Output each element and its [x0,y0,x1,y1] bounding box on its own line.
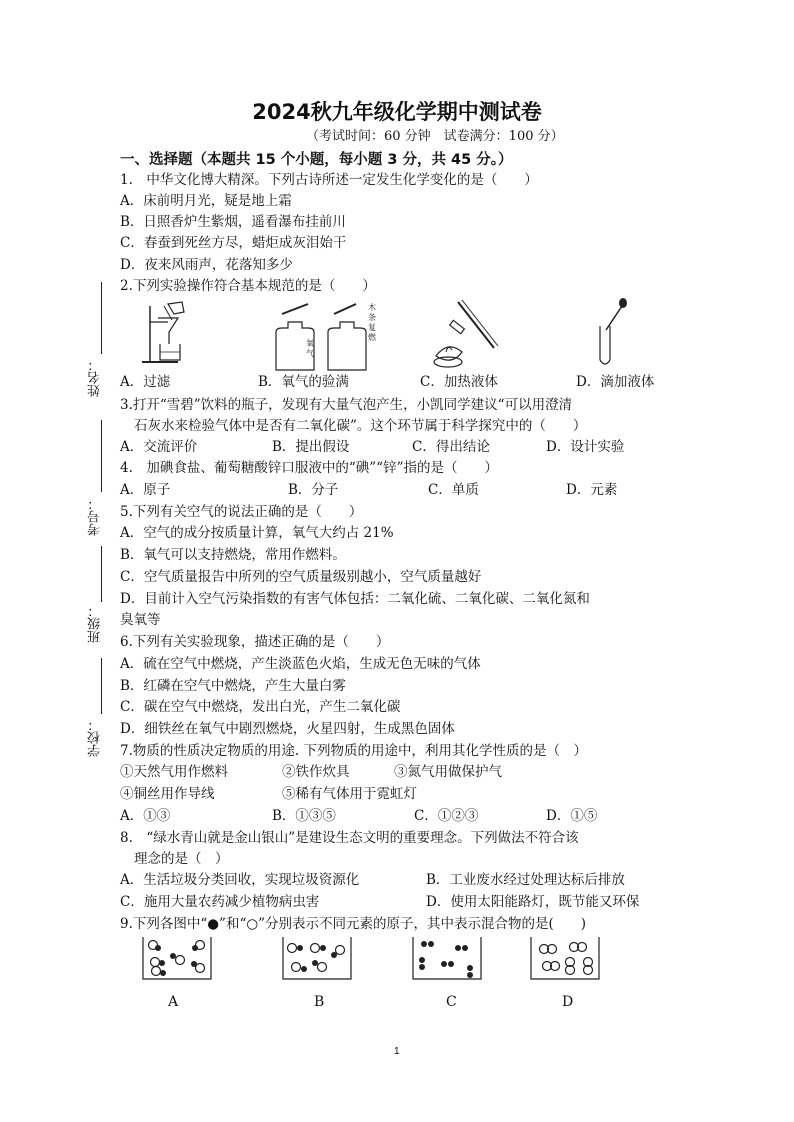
q3-option-d: D．设计实验 [546,439,625,455]
q5-option-d-1: D．目前计入空气污染指数的有害气体包括：二氧化硫、二氧化碳、二氧化氮和 [120,591,590,607]
page-number: 1 [394,1046,400,1057]
svg-text:复: 复 [368,323,376,332]
q8-stem-1: 8. “绿水青山就是金山银山”是建设生态文明的重要理念。下列做法不符合该 [120,830,579,846]
q9-label-a: A [168,994,179,1010]
q9-figure-c [412,936,482,980]
q4-option-c: C．单质 [428,482,479,498]
q8-option-a: A．生活垃圾分类回收，实现垃圾资源化 [120,872,360,888]
q6-option-a: A．硫在空气中燃烧，产生淡蓝色火焰，生成无色无味的气体 [120,656,481,672]
filtration-figure [138,300,188,366]
side-label-name: 姓名： [88,358,103,397]
q7-use-3: ③氮气用做保护气 [394,764,502,780]
q5-option-a: A．空气的成分按质量计算，氧气大约占 21% [120,525,394,541]
q6-option-c: C．碳在空气中燃烧，发出白光，产生二氧化碳 [120,699,401,715]
svg-text:氧: 氧 [306,339,314,348]
q2-option-a: A．过滤 [120,374,171,390]
side-line-name [101,282,102,354]
q4-stem: 4. 加碘食盐、葡萄糖酸锌口服液中的“碘”“锌”指的是（ ） [120,460,498,476]
q9-stem: 9.下列各图中“●”和“○”分别表示不同元素的原子，其中表示混合物的是( ) [120,916,587,932]
q2-stem: 2.下列实验操作符合基本规范的是（ ） [120,278,376,294]
q7-use-2: ②铁作炊具 [282,764,350,780]
q4-option-d: D．元素 [566,482,618,498]
q7-use-1: ①天然气用作燃料 [120,764,228,780]
q1-stem: 1. 中华文化博大精深。下列古诗所述一定发生化学变化的是（ ） [120,172,538,188]
q7-use-4: ④铜丝用作导线 [120,786,215,802]
q9-figure-d [530,936,600,980]
q1-option-d: D．夜来风雨声，花落知多少 [120,257,293,273]
q5-option-d-2: 臭氧等 [120,612,161,628]
side-label-number: 考号： [88,497,103,536]
page-subtitle: （考试时间：60 分钟 试卷满分：100 分） [306,129,564,144]
q9-figure-b [282,936,352,980]
oxygen-test-figure [268,300,380,372]
page-title: 2024秋九年级化学期中测试卷 [252,100,542,124]
q1-option-b: B．日照香炉生紫烟，遥看瀑布挂前川 [120,214,346,230]
q4-option-b: B．分子 [288,482,339,498]
heating-liquid-figure [428,296,500,372]
q3-stem-1: 3.打开“雪碧”饮料的瓶子，发现有大量气泡产生，小凯同学建议“可以用澄清 [120,397,573,413]
side-line-school [101,658,102,714]
q3-option-a: A．交流评价 [120,439,198,455]
q2-option-b: B．氧气的验满 [258,374,349,390]
q7-option-b: B．①③⑤ [272,808,336,824]
q6-option-d: D．细铁丝在氧气中剧烈燃烧，火星四射，生成黑色固体 [120,721,455,737]
q8-stem-2: 理念的是（ ） [134,851,229,867]
q1-option-c: C．春蚕到死丝方尽，蜡炬成灰泪始干 [120,235,347,251]
svg-text:条: 条 [368,313,376,322]
q3-option-c: C．得出结论 [412,439,490,455]
q1-option-a: A．床前明月光，疑是地上霜 [120,193,292,209]
q5-option-c: C．空气质量报告中所列的空气质量级别越小，空气质量越好 [120,569,482,585]
q7-option-c: C．①②③ [414,808,479,824]
q9-label-b: B [314,994,325,1010]
side-label-class: 班级： [88,604,103,643]
q8-option-d: D．使用太阳能路灯，既节能又环保 [426,894,640,910]
side-line-class [101,546,102,602]
q5-stem: 5.下列有关空气的说法正确的是（ ） [120,504,363,520]
q4-option-a: A．原子 [120,482,171,498]
svg-text:木: 木 [368,303,376,312]
q6-stem: 6.下列有关实验现象，描述正确的是（ ） [120,634,390,650]
q7-use-5: ⑤稀有气体用于霓虹灯 [282,786,417,802]
side-line-number [101,420,102,492]
q2-option-c: C．加热液体 [420,374,498,390]
q2-option-d: D．滴加液体 [576,374,655,390]
q5-option-b: B．氧气可以支持燃烧，常用作燃料。 [120,547,346,563]
q9-figure-a [142,936,212,980]
q3-stem-2: 石灰水来检验气体中是否有二氧化碳”。这个环节属于科学探究中的（ ） [134,418,587,434]
svg-text:气: 气 [306,349,314,358]
side-label-school: 学校： [88,718,103,757]
q8-option-c: C．施用大量农药减少植物病虫害 [120,894,320,910]
svg-text:燃: 燃 [368,333,376,342]
q3-option-b: B．提出假设 [272,439,350,455]
dropper-figure [592,296,632,368]
q7-option-d: D．①⑤ [546,808,598,824]
q8-option-b: B．工业废水经过处理达标后排放 [426,872,625,888]
q7-stem: 7.物质的性质决定物质的用途. 下列物质的用途中，利用其化学性质的是（ ） [120,743,587,759]
q6-option-b: B．红磷在空气中燃烧，产生大量白雾 [120,678,346,694]
q9-label-d: D [562,994,574,1010]
section-heading: 一、选择题（本题共 15 个小题，每小题 3 分，共 45 分。） [120,152,513,168]
q7-option-a: A．①③ [120,808,171,824]
q9-label-c: C [446,994,457,1010]
